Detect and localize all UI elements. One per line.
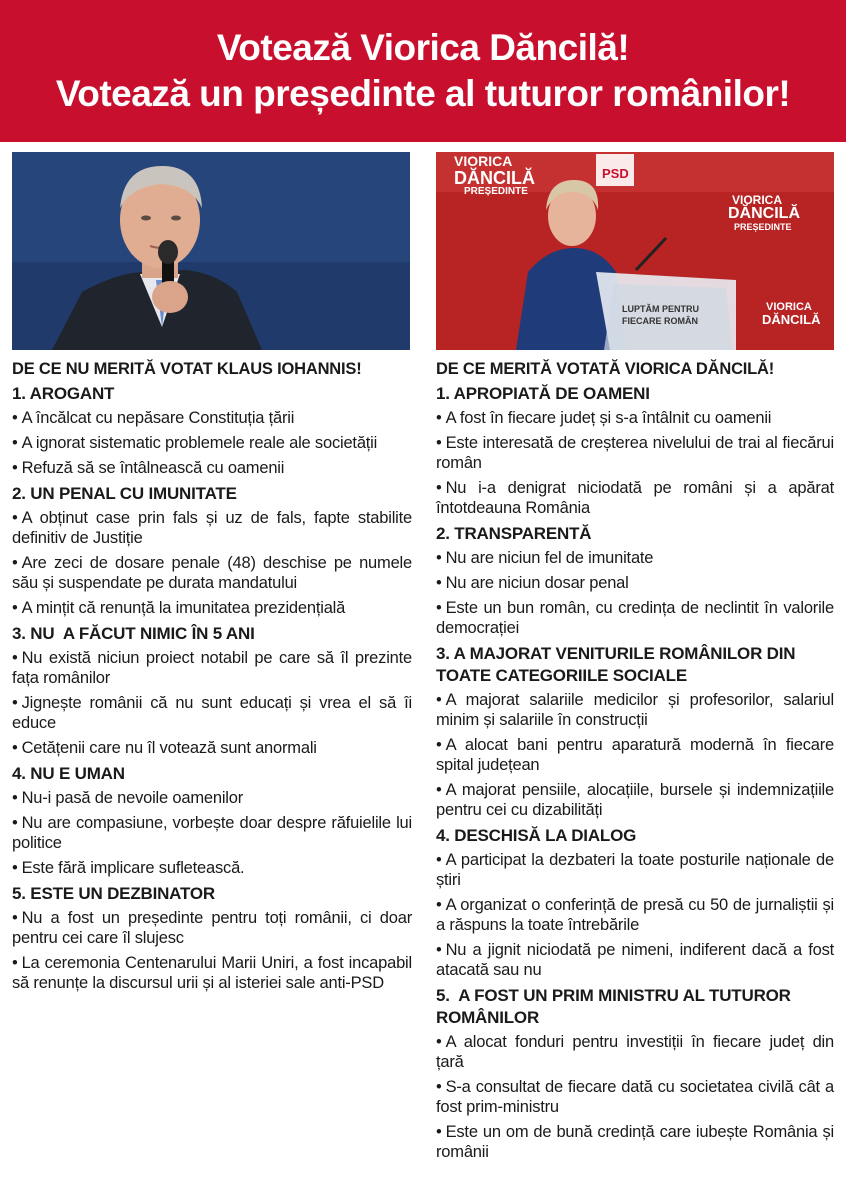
header-banner	[0, 0, 846, 142]
list-item: • A fost în fiecare județ și s-a întâlnit cu oamenii	[436, 409, 772, 427]
list-item: • Nu-i pasă de nevoile oamenilor	[12, 789, 244, 807]
list-item: • A ignorat sistematic problemele reale ale societății	[12, 434, 378, 452]
list-item: • Nu are niciun dosar penal	[436, 574, 629, 592]
list-item: • A mințit că renunță la imunitatea prezidențială	[12, 599, 346, 617]
list-item: • S-a consultat de fiecare dată cu societatea civilă cât a fost prim-ministru	[436, 1078, 834, 1116]
left-section-3-heading: 3. NU A FĂCUT NIMIC ÎN 5 ANI	[12, 624, 255, 643]
right-section-4-heading: 4. DESCHISĂ LA DIALOG	[436, 826, 637, 845]
headline-line-1: Votează Viorica Dăncilă!	[216, 27, 630, 68]
psd-logo: PSD	[602, 166, 629, 181]
list-item: • Nu are niciun fel de imunitate	[436, 549, 654, 567]
banner-text-dancila-2: DĂNCILĂ	[728, 205, 800, 222]
left-column	[12, 358, 412, 998]
list-item: • Nu are compasiune, vorbește doar despre răfuielile lui politice	[12, 814, 412, 852]
podium-text-2: FIECARE ROMÂN	[622, 316, 698, 326]
left-section-5-heading: 5. ESTE UN DEZBINATOR	[12, 884, 215, 903]
list-item: • Este fără implicare sufletească.	[12, 859, 245, 877]
right-column-title: DE CE MERITĂ VOTATĂ VIORICA DĂNCILĂ!	[436, 360, 775, 378]
list-item: • Refuză să se întâlnească cu oamenii	[12, 459, 285, 477]
right-section-3-heading: 3. A MAJORAT VENITURILE ROMÂNILOR DIN TOATE CATEGORIILE SOCIALE	[436, 644, 796, 685]
list-item: • Este un om de bună credință care iubește România și românii	[436, 1123, 834, 1161]
list-item: • Nu a fost un președinte pentru toți românii, ci doar pentru cei care îl slujesc	[12, 909, 412, 947]
banner-text-viorica-3: VIORICA	[766, 301, 812, 313]
right-section-2-heading: 2. TRANSPARENTĂ	[436, 524, 592, 543]
list-item: • A participat la dezbateri la toate posturile naționale de știri	[436, 851, 834, 889]
left-section-4-heading: 4. NU E UMAN	[12, 764, 125, 783]
left-section-2-heading: 2. UN PENAL CU IMUNITATE	[12, 484, 237, 503]
banner-text-viorica: VIORICA	[454, 153, 513, 169]
list-item: • Este un bun român, cu credința de neclintit în valorile democrației	[436, 599, 834, 637]
banner-text-dancila-3: DĂNCILĂ	[762, 312, 821, 327]
list-item: • Nu a jignit niciodată pe nimeni, indiferent dacă a fost atacată sau nu	[436, 941, 834, 979]
list-item: • Este interesată de creșterea nivelului de trai al fiecărui român	[436, 434, 834, 472]
list-item: • Jignește românii că nu sunt educați și vrea el să îi educe	[12, 694, 412, 732]
list-item: • Nu i-a denigrat niciodată pe români și a apărat întotdeauna România	[436, 479, 834, 517]
list-item: • A majorat salariile medicilor și profesorilor, salariul minim și salariile în construcții	[436, 691, 834, 729]
list-item: • A organizat o conferință de presă cu 50 de jurnaliștii și a răspuns la toate întrebările	[436, 896, 834, 934]
banner-text-viorica-2: VIORICA	[732, 193, 783, 207]
list-item: • Are zeci de dosare penale (48) deschise pe numele său și suspendate pe durata mandatului	[12, 554, 412, 592]
right-section-1-heading: 1. APROPIATĂ DE OAMENI	[436, 384, 650, 403]
list-item: • La ceremonia Centenarului Marii Uniri, a fost incapabil să renunțe la discursul urii și al isteriei sale anti-PSD	[12, 954, 412, 992]
photo-iohannis	[12, 152, 410, 350]
podium-text: LUPTĂM PENTRU	[622, 304, 699, 314]
list-item: • A majorat pensiile, alocațiile, bursele și indemnizațiile pentru cei cu dizabilități	[436, 781, 834, 819]
list-item: • Cetățenii care nu îl votează sunt anormali	[12, 739, 317, 757]
banner-text-presedinte: PREȘEDINTE	[464, 186, 528, 197]
list-item: • A alocat fonduri pentru investiții în fiecare județ din țară	[436, 1033, 834, 1071]
list-item: • A încălcat cu nepăsare Constituția țării	[12, 409, 295, 427]
list-item: • Nu există niciun proiect notabil pe care să îl prezinte fața românilor	[12, 649, 412, 687]
right-column	[436, 358, 834, 1167]
list-item: • A obținut case prin fals și uz de fals, fapte stabilite definitiv de Justiție	[12, 509, 412, 547]
banner-text-dancila: DĂNCILĂ	[454, 168, 535, 188]
right-section-5-heading: 5. A FOST UN PRIM MINISTRU AL TUTUROR ROMÂNILOR	[436, 986, 796, 1027]
headline-line-2: Votează un președinte al tuturor românilor!	[55, 73, 791, 114]
list-item: • A alocat bani pentru aparatură modernă în fiecare spital județean	[436, 736, 834, 774]
left-section-1-heading: 1. AROGANT	[12, 384, 115, 403]
left-column-title: DE CE NU MERITĂ VOTAT KLAUS IOHANNIS!	[12, 360, 362, 378]
photo-dancila	[436, 152, 834, 350]
banner-text-presedinte-2: PREȘEDINTE	[734, 222, 792, 232]
